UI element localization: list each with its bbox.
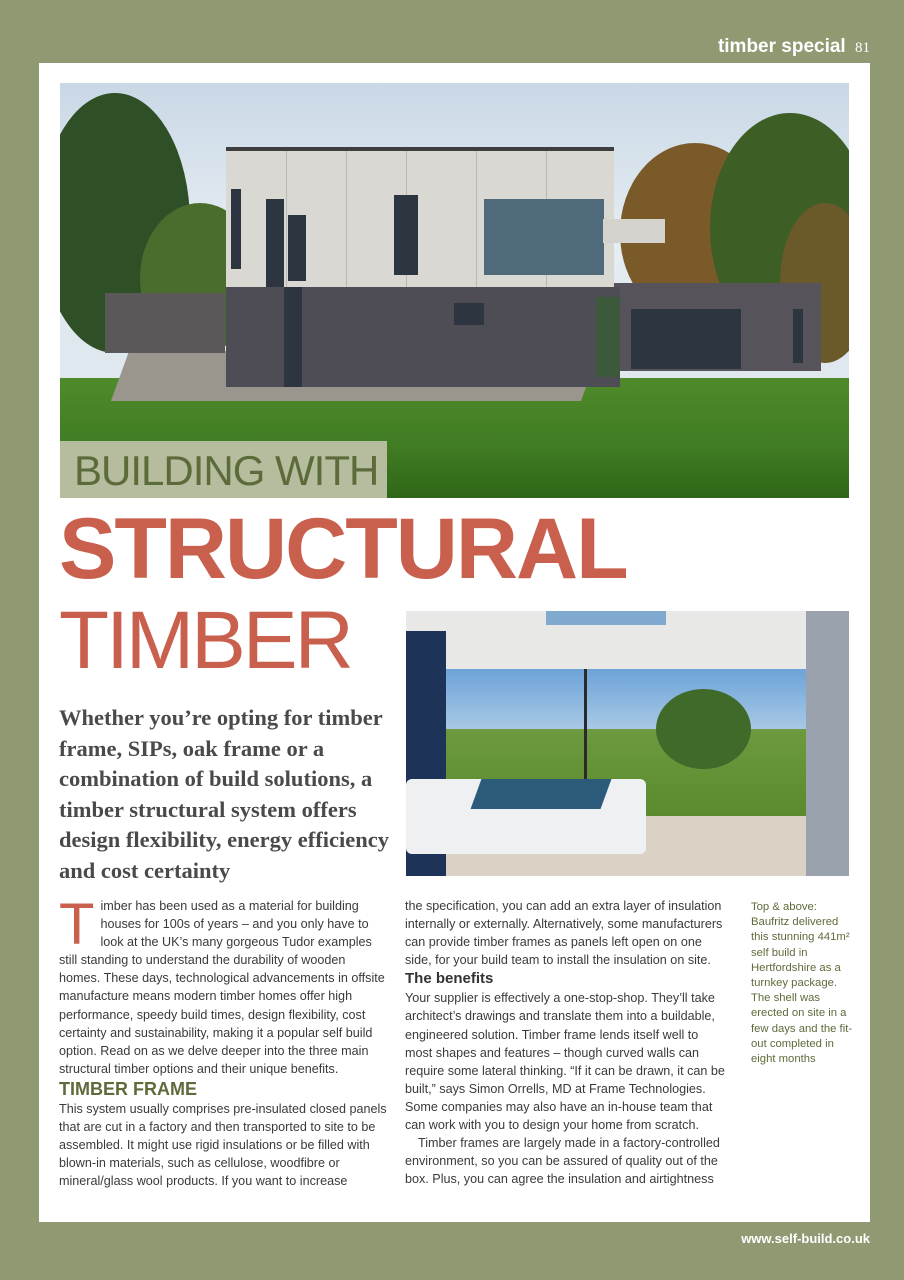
website-url[interactable]: www.self-build.co.uk bbox=[741, 1231, 870, 1246]
timber-frame-heading: TIMBER FRAME bbox=[59, 1078, 197, 1099]
drop-cap: T bbox=[59, 892, 95, 957]
intro-text: imber has been used as a material for building houses for 100s of years – and you only have to look at the UK’s many gorgeous Tudor examples still standing to understand the durability of wooden homes. These days, technological advancements in offsite manufacture means modern timber homes offer high performance, speedy build times, design flexibility, cost certainty and sustainability, making it a popular self build option. Read on as we delve deeper into the three main structural timber options and their unique benefits. bbox=[59, 899, 385, 1076]
column-2 bbox=[405, 897, 729, 1188]
column-1 bbox=[59, 892, 389, 1190]
benefits-paragraph-1: Your supplier is effectively a one-stop-shop. They’ll take architect’s drawings and translate them into a buildable, engineered solution. Timber frame lends itself well to most shapes and features – though curved walls can require some lateral thinking. “If it can be drawn, it can be built,” says Simon Orrells, MD at Frame Technologies. Some companies may also have an in-house team that can work with you to design your home from scratch. bbox=[405, 991, 725, 1133]
benefits-heading: The benefits bbox=[405, 970, 494, 988]
kicker-box bbox=[60, 441, 387, 498]
timber-frame-paragraph: This system usually comprises pre-insulated closed panels that are cut in a factory and then transported to site to be assembled. It might use rigid insulations or be filled with blown-in materials, such as cellulose, woodfibre or mineral/glass wool products. If you want to increase bbox=[59, 1101, 387, 1189]
kicker-title: BUILDING WITH bbox=[74, 447, 379, 494]
bedroom-photo bbox=[406, 611, 849, 876]
hero-photo bbox=[60, 83, 849, 498]
section-label: timber special bbox=[717, 36, 846, 57]
headline-timber: TIMBER bbox=[59, 595, 351, 686]
headline-structural: STRUCTURAL bbox=[59, 501, 627, 597]
photo-caption: Top & above: Baufritz delivered this stunning 441m² self build in Hertfordshire as a turnkey package. The shell was erected on site in a few days and the fit-out completed in eight months bbox=[751, 901, 853, 1066]
benefits-paragraph-2: Timber frames are largely made in a factory-controlled environment, so you can be assured of quality out of the box. Plus, you can agree the insulation and airtightness bbox=[405, 1136, 720, 1187]
intro-paragraph bbox=[59, 892, 389, 1078]
running-header bbox=[718, 36, 870, 58]
column-2-paragraph: the specification, you can add an extra layer of insulation internally or externally. Alternatively, some manufacturers can provide timber frames as panels left open on one side, for your build team to install the insulation on site. bbox=[405, 899, 723, 968]
standfirst: Whether you’re opting for timber frame, SIPs, oak frame or a combination of build solutions, a timber structural system offers design flexibility, energy efficiency and cost certainty bbox=[59, 705, 389, 883]
article-page bbox=[39, 63, 870, 1222]
page-number: 81 bbox=[855, 40, 870, 56]
